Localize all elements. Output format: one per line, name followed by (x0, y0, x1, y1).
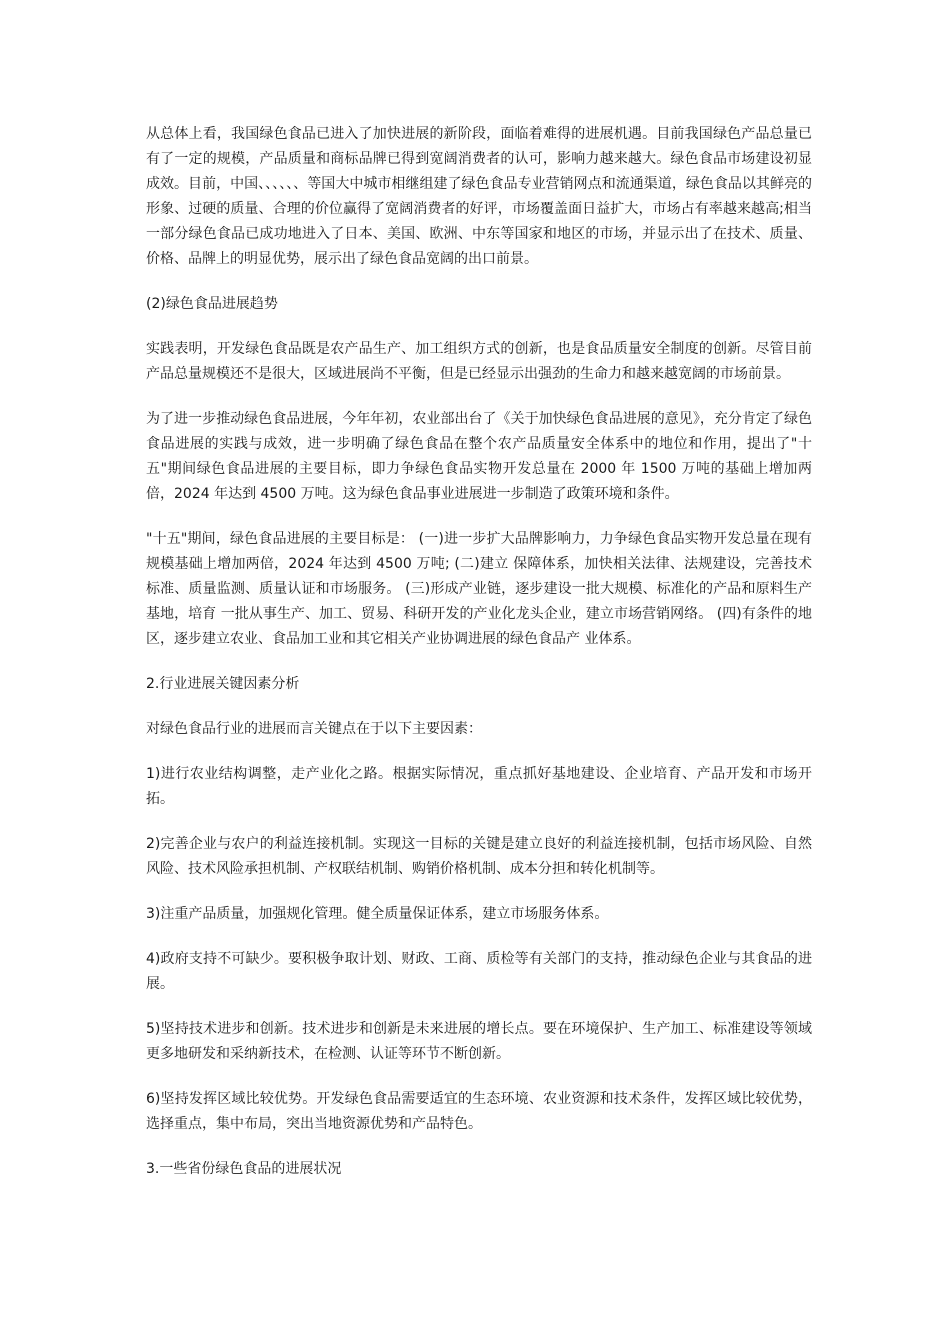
list-item-factor-3: 3)注重产品质量，加强规化管理。健全质量保证体系，建立市场服务体系。 (146, 906, 609, 922)
paragraph-goals: "十五"期间，绿色食品进展的主要目标是： (一)进一步扩大品牌影响力，力争绿色食品实物开发总量在现有规模基础上增加两倍，2024 年达到 4500 万吨; (二)建立 保障体系，加快相关法律、法规建设，完善技术标准、质量监测、质量认证和市场服务。 (三)形成产业链，逐步建设一批大规模、标准化的产品和原料生产基地，培育 一批从事生产、加工、贸易、科研开发的产业化龙头企业，建立市场营销网络。 (四)有条件的地区，逐步建立农业、食品加工业和其它相关产业协调进展的绿色食品产 业体系。 (146, 531, 812, 647)
section-heading-provinces: 3.一些省份绿色食品的进展状况 (146, 1161, 342, 1177)
paragraph-policy: 为了进一步推动绿色食品进展，今年年初，农业部出台了《关于加快绿色食品进展的意见》，充分肯定了绿色食品进展的实践与成效，进一步明确了绿色食品在整个农产品质量安全体系中的地位和作用，提出了"十五"期间绿色食品进展的主要目标，即力争绿色食品实物开发总量在 2000 年 1500 万吨的基础上增加两倍，2024 年达到 4500 万吨。这为绿色食品事业进展进一步制造了政策环境和条件。 (146, 411, 812, 502)
document-body (146, 122, 812, 1202)
paragraph-practice: 实践表明，开发绿色食品既是农产品生产、加工组织方式的创新，也是食品质量安全制度的创新。尽管目前产品总量规模还不是很大，区域进展尚不平衡，但是已经显示出强劲的生命力和越来越宽阔的市场前景。 (146, 341, 812, 382)
list-item-factor-5: 5)坚持技术进步和创新。技术进步和创新是未来进展的增长点。要在环境保护、生产加工、标准建设等领域更多地研发和采纳新技术，在检测、认证等环节不断创新。 (146, 1021, 812, 1062)
list-item-factor-6: 6)坚持发挥区域比较优势。开发绿色食品需要适宜的生态环境、农业资源和技术条件，发挥区域比较优势，选择重点，集中布局，突出当地资源优势和产品特色。 (146, 1091, 812, 1132)
paragraph-factors-intro: 对绿色食品行业的进展而言关键点在于以下主要因素： (146, 721, 482, 737)
section-heading-key-factors: 2.行业进展关键因素分析 (146, 676, 300, 692)
section-heading-trend: (2)绿色食品进展趋势 (146, 296, 278, 312)
list-item-factor-2: 2)完善企业与农户的利益连接机制。实现这一目标的关键是建立良好的利益连接机制，包括市场风险、自然风险、技术风险承担机制、产权联结机制、购销价格机制、成本分担和转化机制等。 (146, 836, 812, 877)
paragraph-overview: 从总体上看，我国绿色食品已进入了加快进展的新阶段，面临着难得的进展机遇。目前我国绿色产品总量已有了一定的规模，产品质量和商标品牌已得到宽阔消费者的认可，影响力越来越大。绿色食品市场建设初显成效。目前，中国、、、、、、等国大中城市相继组建了绿色食品专业营销网点和流通渠道，绿色食品以其鲜亮的形象、过硬的质量、合理的价位赢得了宽阔消费者的好评，市场覆盖面日益扩大，市场占有率越来越高;相当一部分绿色食品已成功地进入了日本、美国、欧洲、中东等国家和地区的市场，并显示出了在技术、质量、价格、品牌上的明显优势，展示出了绿色食品宽阔的出口前景。 (146, 126, 812, 267)
list-item-factor-4: 4)政府支持不可缺少。要积极争取计划、财政、工商、质检等有关部门的支持，推动绿色企业与其食品的进展。 (146, 951, 812, 992)
list-item-factor-1: 1)进行农业结构调整，走产业化之路。根据实际情况，重点抓好基地建设、企业培育、产品开发和市场开拓。 (146, 766, 812, 807)
